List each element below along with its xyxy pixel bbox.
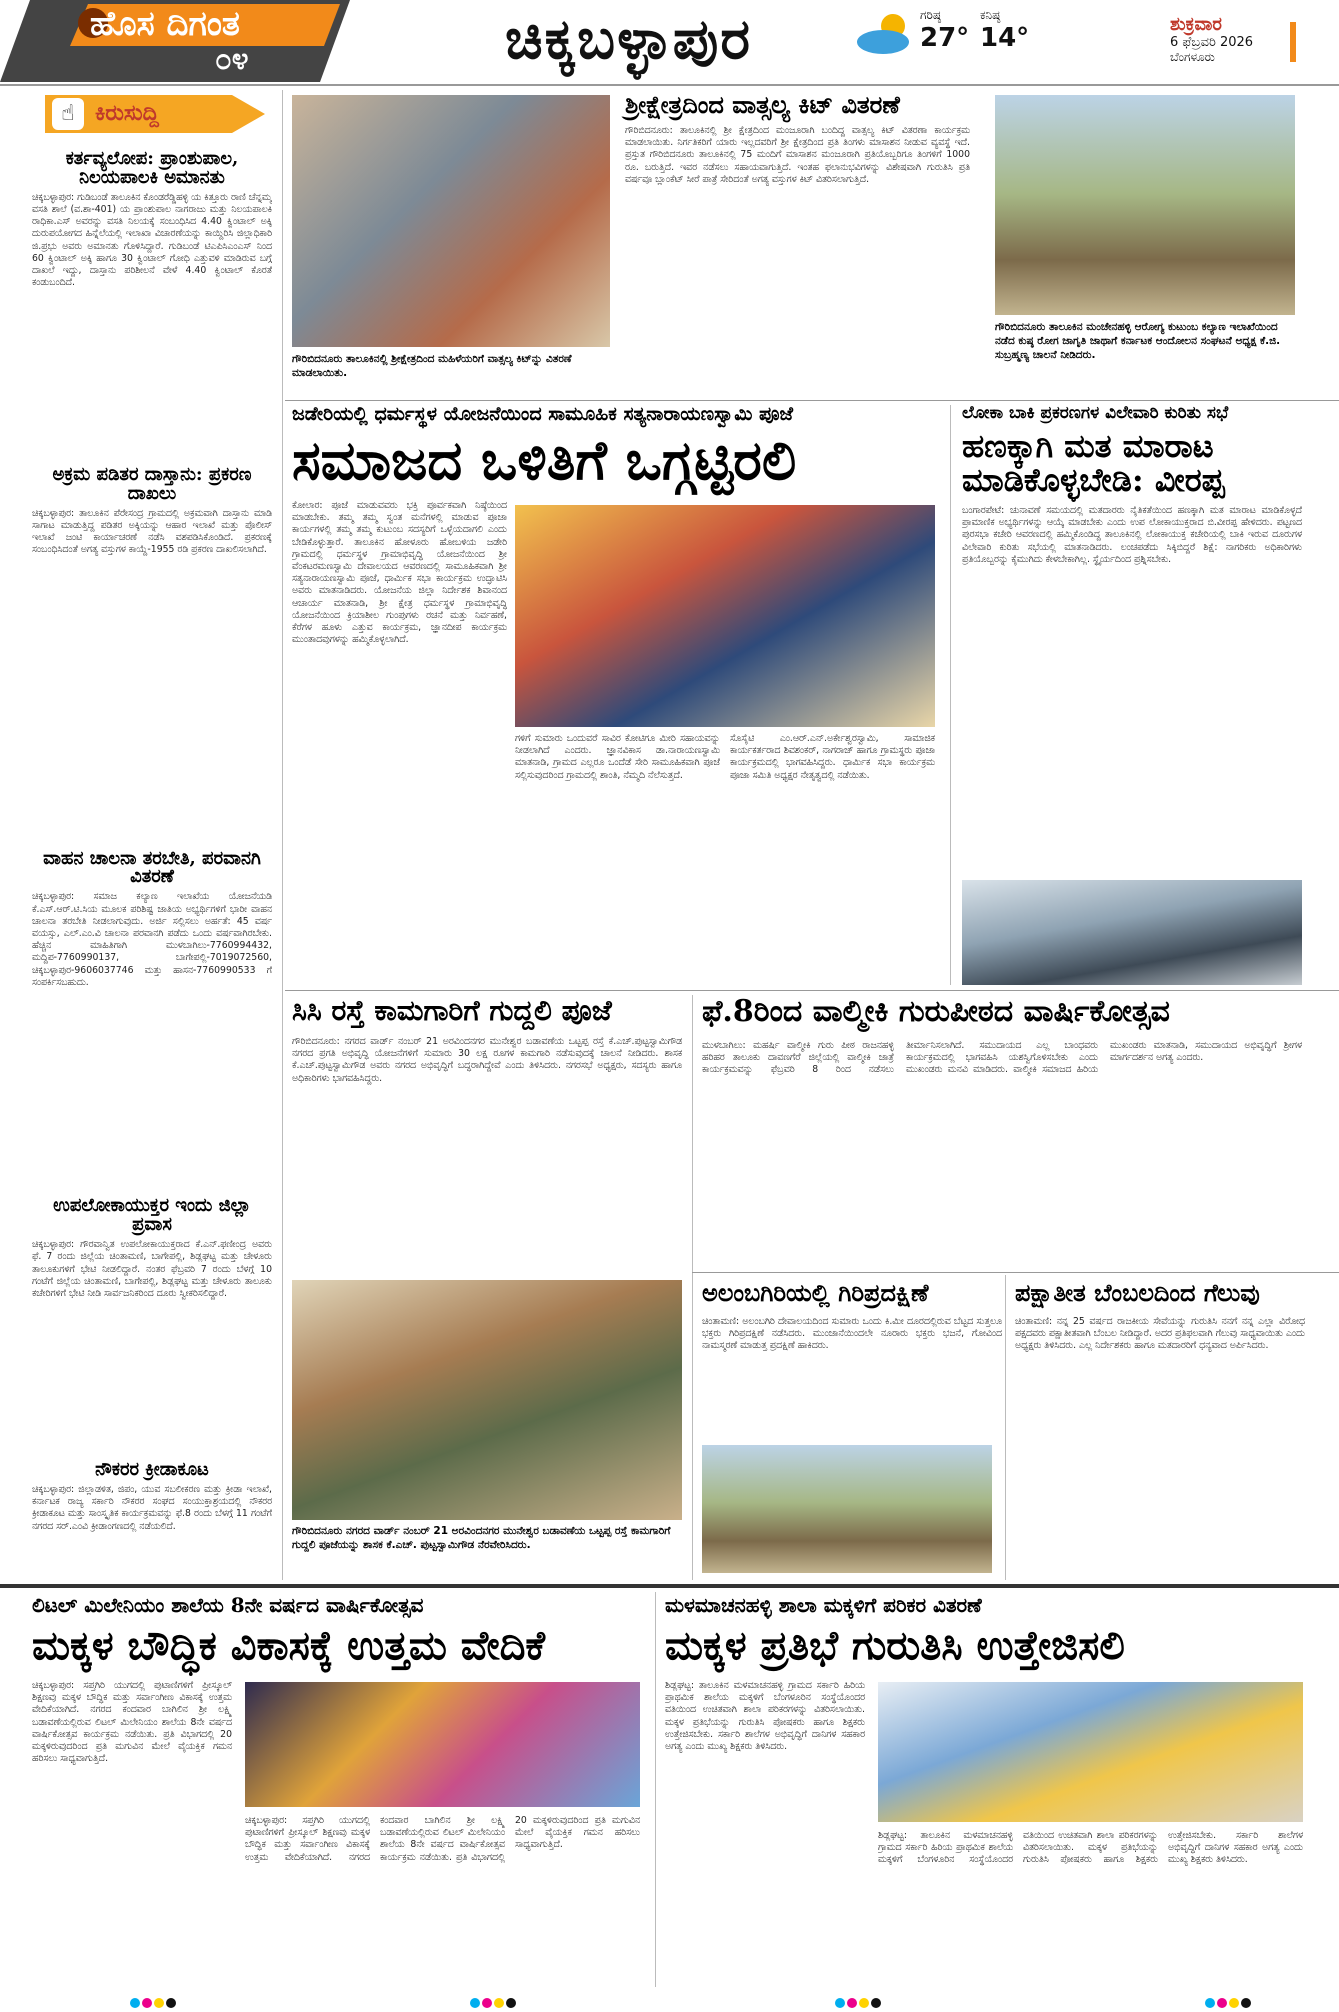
- brief-headline: ವಾಹನ ಚಾಲನಾ ತರಬೇತಿ, ಪರವಾನಗಿ ವಿತರಣೆ: [43, 847, 261, 888]
- column-divider: [950, 405, 951, 985]
- bottom-body: ಶಿಡ್ಲಘಟ್ಟ: ತಾಲೂಕಿನ ಮಳಮಾಚನಹಳ್ಳಿ ಗ್ರಾಮದ ಸರ್ಕಾರಿ ಹಿರಿಯ ಪ್ರಾಥಮಿಕ ಶಾಲೆಯ ಮಕ್ಕಳಿಗೆ ಬೆಂಗಳೂರಿನ ಸಂಸ್ಥೆಯೊಂದರ ವತಿಯಿಂದ ಉಚಿತವಾಗಿ ಶಾಲಾ ಪರಿಕರಗಳನ್ನು ವಿತರಿಸಲಾಯಿತು. ಮಕ್ಕಳ ಪ್ರತಿಭೆಯನ್ನು ಗುರುತಿಸಿ ಪೋಷಕರು ಹಾಗೂ ಶಿಕ್ಷಕರು ಉತ್ತೇಜಿಸಬೇಕು. ಸರ್ಕಾರಿ ಶಾಲೆಗಳ ಅಭಿವೃದ್ಧಿಗೆ ದಾನಿಗಳ ಸಹಕಾರ ಅಗತ್ಯ ಎಂದು ಮುಖ್ಯ ಶಿಕ್ಷಕರು ತಿಳಿಸಿದರು.: [665, 1680, 865, 1753]
- masthead: [0, 0, 1339, 82]
- section-rule: [0, 1584, 1339, 1588]
- print-registration-marks: [1205, 1993, 1253, 2012]
- column-divider: [655, 1592, 656, 1987]
- lead-kicker: ಜಡೇರಿಯಲ್ಲಿ ಧರ್ಮಸ್ಥಳ ಯೋಜನೆಯಿಂದ ಸಾಮೂಹಿಕ ಸತ್ಯನಾರಾಯಣಸ್ವಾಮಿ ಪೂಜೆ: [292, 403, 794, 425]
- lead-body-continued: ಗಳಿಗೆ ಸುಮಾರು ಒಂದುವರೆ ಸಾವಿರ ಕೋಟಿಗೂ ಮೀರಿ ಸಹಾಯವನ್ನು ನೀಡಲಾಗಿದೆ ಎಂದರು. ಜ್ಞಾನವಿಕಾಸ ಡಾ.ನಾರಾಯಣಸ್ವಾಮಿ ಮಾತನಾಡಿ, ಗ್ರಾಮದ ಎಲ್ಲರೂ ಒಂದೆಡೆ ಸೇರಿ ಸಾಮೂಹಿಕವಾಗಿ ಪೂಜೆ ಸಲ್ಲಿಸುವುದರಿಂದ ಗ್ರಾಮದಲ್ಲಿ ಶಾಂತಿ, ನೆಮ್ಮದಿ ನೆಲೆಸುತ್ತದೆ.: [515, 733, 720, 781]
- dateline: ಶುಕ್ರವಾರ 6 ಫೆಬ್ರವರಿ 2026 ಬೆಂಗಳೂರು: [1170, 14, 1254, 64]
- print-registration-marks: [130, 1993, 178, 2012]
- story-body: ಗೌರಿಬಿದನೂರು: ತಾಲೂಕಿನಲ್ಲಿ ಶ್ರೀ ಕ್ಷೇತ್ರದಿಂದ ಮಂಜೂರಾಗಿ ಬಂದಿದ್ದ ವಾತ್ಸಲ್ಯ ಕಿಟ್ ವಿತರಣಾ ಕಾರ್ಯಕ್ರಮ ಮಾಡಲಾಯಿತು. ನಿರ್ಗತಿಕರಿಗೆ ಯಾರು ಇಲ್ಲದವರಿಗೆ ಶ್ರೀ ಕ್ಷೇತ್ರದಿಂದ ಪ್ರತಿ ತಿಂಗಳು ಮಾಸಾಶನ ನೀಡುವ ವ್ಯವಸ್ಥೆ ಇದೆ. ಪ್ರಸ್ತುತ ಗೌರಿಬಿದನೂರು ತಾಲೂಕಿನಲ್ಲಿ 75 ಮಂದಿಗೆ ಮಾಸಾಶನ ಮಂಜೂರಾಗಿ ಪ್ರತಿಯೊಬ್ಬರಿಗೂ ತಿಂಗಳಿಗೆ 1000 ರೂ. ಬರುತ್ತಿದೆ. ಇವರ ನಡೆಸಲು ಸಹಾಯವಾಗುತ್ತಿದೆ. ಇಂತಹ ಫಲಾನುಭವಿಗಳನ್ನು ವಿಶೇಷವಾಗಿ ಗುರುತಿಸಿ ಪ್ರತಿ ವರ್ಷವೂ ಬ್ಲಾಂಕೆಟ್ ಸೀರೆ ಪಾತ್ರೆ ಸೇರಿದಂತೆ ಅಗತ್ಯ ವಸ್ತುಗಳ ಕಿಟ್ ವಿತರಿಸಲಾಗುತ್ತಿದೆ.: [625, 125, 970, 185]
- giri-pradakshine-photo: [702, 1445, 992, 1573]
- brief-headline: ಉಪಲೋಕಾಯುಕ್ತರ ಇಂದು ಜಿಲ್ಲಾ ಪ್ರವಾಸ: [53, 1195, 251, 1236]
- edition-city: ಚಿಕ್ಕಬಳ್ಳಾಪುರ: [505, 6, 752, 72]
- row-rule: [285, 400, 1339, 401]
- column-divider: [1005, 1275, 1006, 1580]
- weather-icon: [855, 10, 915, 56]
- column-divider: [692, 995, 693, 1580]
- brief-headline: ನೌಕರರ ಕ್ರೀಡಾಕೂಟ: [95, 1459, 209, 1481]
- temperature-min: ಕನಿಷ್ಠ 14°: [980, 8, 1030, 53]
- lokayukta-meeting-photo: [962, 880, 1302, 985]
- photo-caption: ಗೌರಿಬಿದನೂರು ನಗರದ ವಾರ್ಡ್ ನಂಬರ್ 21 ಅರವಿಂದನಗರ ಮುನೇಶ್ವರ ಬಡಾವಣೆಯ ಒಟ್ಟಪ್ಪ ರಸ್ತೆ ಕಾಮಗಾರಿಗೆ ಗುದ್ದಲಿ ಪೂಜೆಯನ್ನು ಶಾಸಕ ಕೆ.ಎಚ್. ಪುಟ್ಟಸ್ವಾಮಿಗೌಡ ನೆರವೇರಿಸಿದರು.: [292, 1525, 671, 1551]
- bottom-body-continued: ಚಿಕ್ಕಬಳ್ಳಾಪುರ: ಸಪ್ತಗಿರಿ ಯುಗದಲ್ಲಿ ಪುಟಾಣಿಗಳಿಗೆ ಪ್ರೀಸ್ಕೂಲ್ ಶಿಕ್ಷಣವು ಮಕ್ಕಳ ಬೌದ್ಧಿಕ ಮತ್ತು ಸರ್ವಾಂಗೀಣ ವಿಕಾಸಕ್ಕೆ ಉತ್ತಮ ವೇದಿಕೆಯಾಗಿದೆ. ನಗರದ ಕಂದವಾರ ಬಾಗಿಲಿನ ಶ್ರೀ ಲಕ್ಷ್ಮಿ ಬಡಾವಣೆಯಲ್ಲಿರುವ ಲಿಟಲ್ ಮಿಲೇನಿಯಂ ಶಾಲೆಯ 8ನೇ ವರ್ಷದ ವಾರ್ಷಿಕೋತ್ಸವ ಕಾರ್ಯಕ್ರಮ ನಡೆಯಿತು. ಪ್ರತಿ ವಿಭಾಗದಲ್ಲಿ 20 ಮಕ್ಕಳಿರುವುದರಿಂದ ಪ್ರತಿ ಮಗುವಿನ ಮೇಲೆ ವೈಯಕ್ತಿಕ ಗಮನ ಹರಿಸಲು ಸಾಧ್ಯವಾಗುತ್ತಿದೆ.: [245, 1815, 640, 1863]
- brief-item: [32, 150, 272, 460]
- brief-item: [32, 1461, 272, 1580]
- story-headline: ಶ್ರೀಕ್ಷೇತ್ರದಿಂದ ವಾತ್ಸಲ್ಯ ಕಿಟ್ ವಿತರಣೆ: [625, 90, 900, 119]
- story-headline: ಫೆ.8ರಿಂದ ವಾಲ್ಮೀಕಿ ಗುರುಪೀಠದ ವಾರ್ಷಿಕೋತ್ಸವ: [702, 994, 1170, 1029]
- brief-body: ಚಿಕ್ಕಬಳ್ಳಾಪುರ: ಗುಡಿಬಂಡೆ ತಾಲೂಕಿನ ಕೊಂಡರೆಡ್ಡಿಹಳ್ಳಿ ಯ ಕಿತ್ತೂರು ರಾಣಿ ಚೆನ್ನಮ್ಮ ವಸತಿ ಶಾಲೆ (ವ.ಶಾ-401) ಯ ಪ್ರಾಂಶುಪಾಲ ನಾಗರಾಜು ಮತ್ತು ನಿಲಯಪಾಲಕಿ ರಾಧಿಕಾ.ಎಸ್ ಅವರನ್ನು ವಸತಿ ನಿಲಯಕ್ಕೆ ಸಂಬಂಧಿಸಿದ 4.40 ಕ್ವಿಂಟಾಲ್ ಅಕ್ಕಿ ದುರುಪಯೋಗದ ಹಿನ್ನೆಲೆಯಲ್ಲಿ ಇಲಾಖಾ ವಿಚಾರಣೆಯನ್ನು ಕಾಯ್ದಿರಿಸಿ ಜಿಲ್ಲಾಧಿಕಾರಿ ಜಿ.ಪ್ರಭು ಅವರು ಅಮಾನತು ಗೊಳಿಸಿದ್ದಾರೆ. ಗುಡಿಬಂಡೆ ಟಿಎಪಿಸಿಎಂಎಸ್ ನಿಂದ 60 ಕ್ವಿಂಟಾಲ್ ಅಕ್ಕಿ ಹಾಗೂ 30 ಕ್ವಿಂಟಾಲ್ ಗೋಧಿ ಎತ್ತುವಳಿ ಮಾಡಿರುವ ಬಗ್ಗೆ ದಾಖಲೆ ಇದ್ದು, ದಾಸ್ತಾನು ಪರಿಶೀಲನೆ ವೇಳೆ 4.40 ಕ್ವಿಂಟಾಲ್ ಕೊರತೆ ಕಂಡುಬಂದಿದೆ.: [32, 191, 272, 289]
- bottom-headline: ಮಕ್ಕಳ ಪ್ರತಿಭೆ ಗುರುತಿಸಿ ಉತ್ತೇಜಿಸಲಿ: [665, 1622, 1125, 1669]
- bottom-body-continued: ಶಿಡ್ಲಘಟ್ಟ: ತಾಲೂಕಿನ ಮಳಮಾಚನಹಳ್ಳಿ ಗ್ರಾಮದ ಸರ್ಕಾರಿ ಹಿರಿಯ ಪ್ರಾಥಮಿಕ ಶಾಲೆಯ ಮಕ್ಕಳಿಗೆ ಬೆಂಗಳೂರಿನ ಸಂಸ್ಥೆಯೊಂದರ ವತಿಯಿಂದ ಉಚಿತವಾಗಿ ಶಾಲಾ ಪರಿಕರಗಳನ್ನು ವಿತರಿಸಲಾಯಿತು. ಮಕ್ಕಳ ಪ್ರತಿಭೆಯನ್ನು ಗುರುತಿಸಿ ಪೋಷಕರು ಹಾಗೂ ಶಿಕ್ಷಕರು ಉತ್ತೇಜಿಸಬೇಕು. ಸರ್ಕಾರಿ ಶಾಲೆಗಳ ಅಭಿವೃದ್ಧಿಗೆ ದಾನಿಗಳ ಸಹಕಾರ ಅಗತ್ಯ ಎಂದು ಮುಖ್ಯ ಶಿಕ್ಷಕರು ತಿಳಿಸಿದರು.: [878, 1830, 1303, 1866]
- brief-headline: ಅಕ್ರಮ ಪಡಿತರ ದಾಸ್ತಾನು: ಪ್ರಕರಣ ದಾಖಲು: [52, 463, 252, 504]
- row-rule: [692, 1272, 1339, 1273]
- story-body: ಚಿಂತಾಮಣಿ: ನನ್ನ 25 ವರ್ಷದ ರಾಜಕೀಯ ಸೇವೆಯನ್ನು ಗುರುತಿಸಿ ನನಗೆ ನನ್ನ ಎಲ್ಲಾ ವಿರೋಧ ಪಕ್ಷದವರು ಪಕ್ಷಾತೀತವಾಗಿ ಬೆಂಬಲ ನೀಡಿದ್ದಾರೆ. ಅದರ ಪ್ರತಿಫಲವಾಗಿ ಗೆಲುವು ಸಾಧ್ಯವಾಯಿತು ಎಂದು ಅಧ್ಯಕ್ಷರು ತಿಳಿಸಿದರು. ಎಲ್ಲ ನಿರ್ದೇಶಕರು ಹಾಗೂ ಮತದಾರರಿಗೆ ಧನ್ಯವಾದ ಅರ್ಪಿಸಿದರು.: [1015, 1316, 1305, 1352]
- brief-body: ಚಿಕ್ಕಬಳ್ಳಾಪುರ: ಜಿಲ್ಲಾಡಳಿತ, ಜಿಪಂ, ಯುವ ಸಬಲೀಕರಣ ಮತ್ತು ಕ್ರೀಡಾ ಇಲಾಖೆ, ಕರ್ನಾಟಕ ರಾಜ್ಯ ಸರ್ಕಾರಿ ನೌಕರರ ಸಂಘದ ಸಂಯುಕ್ತಾಶ್ರಯದಲ್ಲಿ ನೌಕರರ ಕ್ರೀಡಾಕೂಟ ಮತ್ತು ಸಾಂಸ್ಕೃತಿಕ ಕಾರ್ಯಕ್ರಮವನ್ನು ಫೆ.8 ರಂದು ಬೆಳಗ್ಗೆ 11 ಗಂಟೆಗೆ ನಗರದ ಸರ್.ಎಂವಿ ಕ್ರೀಡಾಂಗಣದಲ್ಲಿ ನಡೆಯಲಿದೆ.: [32, 1484, 272, 1532]
- story-body: ಮುಳಬಾಗಿಲು: ಮಹರ್ಷಿ ವಾಲ್ಮೀಕಿ ಗುರು ಪೀಠ ರಾಜನಹಳ್ಳಿ ಹರಿಹರ ತಾಲೂಕು ದಾವಣಗೆರೆ ಜಿಲ್ಲೆಯಲ್ಲಿ ವಾಲ್ಮೀಕಿ ಜಾತ್ರೆ ಕಾರ್ಯಕ್ರಮವನ್ನು ಫೆಬ್ರವರಿ 8 ರಿಂದ ನಡೆಸಲು ತೀರ್ಮಾನಿಸಲಾಗಿದೆ. ಸಮುದಾಯದ ಎಲ್ಲ ಬಾಂಧವರು ಕಾರ್ಯಕ್ರಮದಲ್ಲಿ ಭಾಗವಹಿಸಿ ಯಶಸ್ವಿಗೊಳಿಸಬೇಕು ಎಂದು ಮುಖಂಡರು ಮನವಿ ಮಾಡಿದರು. ವಾಲ್ಮೀಕಿ ಸಮಾಜದ ಹಿರಿಯ ಮುಖಂಡರು ಮಾತನಾಡಿ, ಸಮುದಾಯದ ಅಭಿವೃದ್ಧಿಗೆ ಶ್ರೀಗಳ ಮಾರ್ಗದರ್ಶನ ಅಗತ್ಯ ಎಂದರು.: [702, 1040, 1302, 1076]
- hand-icon: ☝: [52, 98, 84, 130]
- story-headline: ಅಲಂಬಗಿರಿಯಲ್ಲಿ ಗಿರಿಪ್ರದಕ್ಷಿಣೆ: [702, 1278, 929, 1307]
- bottom-body: ಚಿಕ್ಕಬಳ್ಳಾಪುರ: ಸಪ್ತಗಿರಿ ಯುಗದಲ್ಲಿ ಪುಟಾಣಿಗಳಿಗೆ ಪ್ರೀಸ್ಕೂಲ್ ಶಿಕ್ಷಣವು ಮಕ್ಕಳ ಬೌದ್ಧಿಕ ಮತ್ತು ಸರ್ವಾಂಗೀಣ ವಿಕಾಸಕ್ಕೆ ಉತ್ತಮ ವೇದಿಕೆಯಾಗಿದೆ. ನಗರದ ಕಂದವಾರ ಬಾಗಿಲಿನ ಶ್ರೀ ಲಕ್ಷ್ಮಿ ಬಡಾವಣೆಯಲ್ಲಿರುವ ಲಿಟಲ್ ಮಿಲೇನಿಯಂ ಶಾಲೆಯ 8ನೇ ವರ್ಷದ ವಾರ್ಷಿಕೋತ್ಸವ ಕಾರ್ಯಕ್ರಮ ನಡೆಯಿತು. ಪ್ರತಿ ವಿಭಾಗದಲ್ಲಿ 20 ಮಕ್ಕಳಿರುವುದರಿಂದ ಪ್ರತಿ ಮಗುವಿನ ಮೇಲೆ ವೈಯಕ್ತಿಕ ಗಮನ ಹರಿಸಲು ಸಾಧ್ಯವಾಗುತ್ತಿದೆ.: [32, 1680, 232, 1765]
- story-body: ಗೌರಿಬಿದನೂರು: ನಗರದ ವಾರ್ಡ್ ನಂಬರ್ 21 ಅರವಿಂದನಗರ ಮುನೇಶ್ವರ ಬಡಾವಣೆಯ ಒಟ್ಟಪ್ಪ ರಸ್ತೆ ಕೆ.ಎಚ್.ಪುಟ್ಟಸ್ವಾಮಿಗೌಡ ನಗರದ ಪ್ರಗತಿ ಅಭಿವೃದ್ಧಿ ಯೋಜನೆಗಳಿಗೆ ಸುಮಾರು 30 ಲಕ್ಷ ರೂಗಳ ಕಾಮಗಾರಿ ನಡೆಸುವುದಕ್ಕೆ ಚಾಲನೆ ನೀಡಿದರು. ಶಾಸಕ ಕೆ.ಎಚ್.ಪುಟ್ಟಸ್ವಾಮಿಗೌಡ ಅವರು ನಗರದ ಅಭಿವೃದ್ಧಿಗೆ ಬದ್ಧರಾಗಿದ್ದೇವೆ ಎಂದು ತಿಳಿಸಿದರು. ನಗರಸಭೆ ಅಧ್ಯಕ್ಷರು, ಸದಸ್ಯರು ಹಾಗೂ ಅಧಿಕಾರಿಗಳು ಭಾಗವಹಿಸಿದ್ದರು.: [292, 1036, 682, 1084]
- kit-distribution-photo: [292, 95, 610, 347]
- lead-headline: ಸಮಾಜದ ಒಳಿತಿಗೆ ಒಗ್ಗಟ್ಟಿರಲಿ: [292, 428, 797, 492]
- awareness-rally-photo: [995, 95, 1295, 315]
- brief-list: [32, 150, 272, 1580]
- school-anniversary-photo: [245, 1682, 640, 1807]
- temperature-max: ಗರಿಷ್ಠ 27°: [920, 8, 970, 53]
- side-headline: ಹಣಕ್ಕಾಗಿ ಮತ ಮಾರಾಟ ಮಾಡಿಕೊಳ್ಳಬೇಡಿ: ವೀರಪ್ಪ: [962, 427, 1225, 499]
- story-body: ಚಿಂತಾಮಣಿ: ಅಲಂಬಗಿರಿ ದೇವಾಲಯದಿಂದ ಸುಮಾರು ಒಂದು ಕಿ.ಮೀ ದೂರದಲ್ಲಿರುವ ಬೆಟ್ಟದ ಸುತ್ತಲೂ ಭಕ್ತರು ಗಿರಿಪ್ರದಕ್ಷಿಣೆ ನಡೆಸಿದರು. ಮುಂಜಾನೆಯಿಂದಲೇ ನೂರಾರು ಭಕ್ತರು ಭಜನೆ, ಗೋವಿಂದ ನಾಮಸ್ಮರಣೆ ಮಾಡುತ್ತ ಪ್ರದಕ್ಷಿಣೆ ಹಾಕಿದರು.: [702, 1316, 1002, 1352]
- brief-headline: ಕರ್ತವ್ಯಲೋಪ: ಪ್ರಾಂಶುಪಾಲ, ನಿಲಯಪಾಲಕಿ ಅಮಾನತು: [65, 148, 239, 188]
- paper-logo: ಹೊಸ ದಿಗಂತ: [90, 4, 240, 44]
- bottom-headline: ಮಕ್ಕಳ ಬೌದ್ಧಿಕ ವಿಕಾಸಕ್ಕೆ ಉತ್ತಮ ವೇದಿಕೆ: [32, 1622, 546, 1669]
- kiru-suddi-title: ಕಿರುಸುದ್ದಿ: [95, 100, 159, 126]
- photo-caption: ಗೌರಿಬಿದನೂರು ತಾಲೂಕಿನ ಮಂಚೇನಹಳ್ಳಿ ಆರೋಗ್ಯ ಕುಟುಂಬ ಕಲ್ಯಾಣ ಇಲಾಖೆಯಿಂದ ನಡೆದ ಕುಷ್ಠ ರೋಗ ಜಾಗೃತಿ ಜಾಥಾಗೆ ಕರ್ನಾಟಕ ಆಂದೋಲನ ಸಂಘಟನೆ ಅಧ್ಯಕ್ಷ ಕೆ.ಜಿ. ಸುಬ್ರಹ್ಮಣ್ಯ ಚಾಲನೆ ನೀಡಿದರು.: [995, 321, 1281, 361]
- page-number: ೦೪: [215, 42, 249, 77]
- bottom-kicker: ಮಳಮಾಚನಹಳ್ಳಿ ಶಾಲಾ ಮಕ್ಕಳಿಗೆ ಪರಿಕರ ವಿತರಣೆ: [665, 1593, 982, 1617]
- photo-caption: ಗೌರಿಬಿದನೂರು ತಾಲೂಕಿನಲ್ಲಿ ಶ್ರೀಕ್ಷೇತ್ರದಿಂದ ಮಹಿಳೆಯರಿಗೆ ವಾತ್ಸಲ್ಯ ಕಿಟ್‌ನ್ನು ವಿತರಣೆ ಮಾಡಲಾಯಿತು.: [292, 353, 572, 379]
- bottom-kicker: ಲಿಟಲ್ ಮಿಲೇನಿಯಂ ಶಾಲೆಯ 8ನೇ ವರ್ಷದ ವಾರ್ಷಿಕೋತ್ಸವ: [32, 1593, 424, 1617]
- brief-item: [32, 847, 272, 1192]
- story-headline: ಸಿಸಿ ರಸ್ತೆ ಕಾಮಗಾರಿಗೆ ಗುದ್ದಲಿ ಪೂಜೆ: [292, 994, 612, 1027]
- brief-item: [32, 1197, 272, 1455]
- side-kicker: ಲೋಕಾ ಬಾಕಿ ಪ್ರಕರಣಗಳ ವಿಲೇವಾರಿ ಕುರಿತು ಸಭೆ: [962, 403, 1229, 423]
- brief-body: ಚಿಕ್ಕಬಳ್ಳಾಪುರ: ಸಮಾಜ ಕಲ್ಯಾಣ ಇಲಾಖೆಯ ಯೋಜನೆಯಡಿ ಕೆ.ಎಸ್.ಆರ್.ಟಿ.ಸಿಯ ಮೂಲಕ ಪರಿಶಿಷ್ಟ ಜಾತಿಯ ಅಭ್ಯರ್ಥಿಗಳಿಗೆ ಭಾರೀ ವಾಹನ ಚಾಲನಾ ತರಬೇತಿ ನೀಡಲಾಗುವುದು. ಅರ್ಜಿ ಸಲ್ಲಿಸಲು ಅರ್ಹತೆ: 45 ವರ್ಷ ವಯಸ್ಸು, ಎಲ್.ಎಂ.ವಿ ಚಾಲನಾ ಪರವಾನಗಿ ಪಡೆದು ಒಂದು ವರ್ಷವಾಗಿರಬೇಕು. ಹೆಚ್ಚಿನ ಮಾಹಿತಿಗಾಗಿ ಮುಳಬಾಗಿಲು-7760994432, ಮದ್ದಿಪ-7760990137, ಬಾಗೇಪಲ್ಲಿ-7019072560, ಚಿಕ್ಕಬಳ್ಳಾಪುರ-9606037746 ಮತ್ತು ಹಾಸನ-7760990533 ಗೆ ಸಂಪರ್ಕಿಸಬಹುದು.: [32, 891, 272, 988]
- header-rule: [0, 84, 1339, 86]
- accent-bar: [1290, 22, 1296, 62]
- lead-body: ಕೋಲಾರ: ಪೂಜೆ ಮಾಡುವವರು ಭಕ್ತಿ ಪೂರ್ವಕವಾಗಿ ನಿಷ್ಠೆಯಿಂದ ಮಾಡಬೇಕು. ತಮ್ಮ ತಮ್ಮ ಸ್ವಂತ ಮನೆಗಳಲ್ಲಿ ಮಾಡುವ ಪೂಜಾ ಕಾರ್ಯಗಳಲ್ಲಿ ತಮ್ಮ ತಮ್ಮ ಕುಟುಂಬ ಸದಸ್ಯರಿಗೆ ಒಳ್ಳೆಯದಾಗಲಿ ಎಂದು ಬೇಡಿಕೊಳ್ಳುತ್ತಾರೆ. ತಾಲೂಕಿನ ಹೋಳೂರು ಹೋಬಳಿಯ ಜಡೇರಿ ಗ್ರಾಮದಲ್ಲಿ ಧರ್ಮಸ್ಥಳ ಗ್ರಾಮಾಭಿವೃದ್ಧಿ ಯೋಜನೆಯಿಂದ ಶ್ರೀ ವೆಂಕಟರಮಣಸ್ವಾಮಿ ದೇವಾಲಯದ ಆವರಣದಲ್ಲಿ ಸಾಮೂಹಿಕವಾಗಿ ಶ್ರೀ ಸತ್ಯನಾರಾಯಣಸ್ವಾಮಿ ಪೂಜೆ, ಧಾರ್ಮಿಕ ಸಭಾ ಕಾರ್ಯಕ್ರಮ ಉದ್ಘಾಟಿಸಿ ಅವರು ಮಾತನಾಡಿದರು. ಯೋಜನೆಯ ಜಿಲ್ಲಾ ನಿರ್ದೇಶಕ ಶಿವಾನಂದ ಆಚಾರ್ಯ ಮಾತನಾಡಿ, ಶ್ರೀ ಕ್ಷೇತ್ರ ಧರ್ಮಸ್ಥಳ ಗ್ರಾಮಾಭಿವೃದ್ಧಿ ಯೋಜನೆಯಿಂದ ಕ್ರಿಯಾಶೀಲ ಗುಂಪುಗಳು ರಚನೆ ಮತ್ತು ನಿರ್ವಹಣೆ, ಕೆರೆಗಳ ಹೂಳು ಎತ್ತುವ ಕಾರ್ಯಕ್ರಮ, ಜ್ಞಾನದೀಪ ಕಾರ್ಯಕ್ರಮ ಮುಂತಾದವುಗಳನ್ನು ಹಮ್ಮಿಕೊಳ್ಳಲಾಗಿದೆ.: [292, 500, 507, 646]
- brief-body: ಚಿಕ್ಕಬಳ್ಳಾಪುರ: ತಾಲೂಕಿನ ಪೆರೇಸಂದ್ರ ಗ್ರಾಮದಲ್ಲಿ ಅಕ್ರಮವಾಗಿ ದಾಸ್ತಾನು ಮಾಡಿ ಸಾಗಾಟ ಮಾಡುತ್ತಿದ್ದ ಪಡಿತರ ಅಕ್ಕಿಯನ್ನು ಆಹಾರ ಇಲಾಖೆ ಮತ್ತು ಪೊಲೀಸ್ ಇಲಾಖೆ ಜಂಟಿ ಕಾರ್ಯಾಚರಣೆ ನಡೆಸಿ ವಶಪಡಿಸಿಕೊಂಡಿದೆ. ಪ್ರಕರಣಕ್ಕೆ ಸಂಬಂಧಿಸಿದಂತೆ ಅಗತ್ಯ ವಸ್ತುಗಳ ಕಾಯ್ದೆ-1955 ರಡಿ ಪ್ರಕರಣ ದಾಖಲಿಸಲಾಗಿದೆ.: [32, 507, 272, 556]
- brief-item: [32, 463, 272, 844]
- road-work-photo: [292, 1280, 682, 1520]
- print-registration-marks: [835, 1993, 883, 2012]
- side-body: ಬಂಗಾರಪೇಟೆ: ಚುನಾವಣೆ ಸಮಯದಲ್ಲಿ ಮತದಾರರು ನೈತಿಕತೆಯಿಂದ ಹಣಕ್ಕಾಗಿ ಮತ ಮಾರಾಟ ಮಾಡಿಕೊಳ್ಳದೆ ಪ್ರಾಮಾಣಿಕ ಅಭ್ಯರ್ಥಿಗಳನ್ನು ಆಯ್ಕೆ ಮಾಡಬೇಕು ಎಂದು ಉಪ ಲೋಕಾಯುಕ್ತರಾದ ಬಿ.ವೀರಪ್ಪ ಹೇಳಿದರು. ಪಟ್ಟಣದ ಪುರಸಭಾ ಕಚೇರಿ ಆವರಣದಲ್ಲಿ ಹಮ್ಮಿಕೊಂಡಿದ್ದ ತಾಲೂಕಿನಲ್ಲಿ ಲೋಕಾಯುಕ್ತ ಕಚೇರಿಯಲ್ಲಿ ಬಾಕಿ ಇರುವ ದೂರುಗಳ ವಿಲೇವಾರಿ ಕುರಿತು ಸಭೆಯಲ್ಲಿ ಮಾತನಾಡಿದರು. ಲಂಚಪಡೆದು ಸಿಕ್ಕಿಬಿದ್ದರೆ ಶಿಕ್ಷೆ: ನಾಗರಿಕರು ಅಧಿಕಾರಿಗಳು ಪ್ರತಿಯೊಬ್ಬರನ್ನು ಕೈಮುಗಿದು ಕೇಳಬೇಕಾಗಿಲ್ಲ. ಸ್ಥೈರ್ಯದಿಂದ ಪ್ರಶ್ನಿಸಬೇಕು.: [962, 505, 1302, 565]
- brief-body: ಚಿಕ್ಕಬಳ್ಳಾಪುರ: ಗೌರವಾನ್ವಿತ ಉಪಲೋಕಾಯುಕ್ತರಾದ ಕೆ.ಎನ್.ಫಣೀಂದ್ರ ಅವರು ಫೆ. 7 ರಂದು ಜಿಲ್ಲೆಯ ಚಿಂತಾಮಣಿ, ಬಾಗೇಪಲ್ಲಿ, ಶಿಡ್ಲಘಟ್ಟ ಮತ್ತು ಚೇಳೂರು ತಾಲೂಕುಗಳಿಗೆ ಭೇಟಿ ನೀಡಲಿದ್ದಾರೆ. ನಂತರ ಫೆಬ್ರವರಿ 7 ರಂದು ಬೆಳಗ್ಗೆ 10 ಗಂಟೆಗೆ ಜಿಲ್ಲೆಯ ಚಿಂತಾಮಣಿ, ಬಾಗೇಪಲ್ಲಿ, ಶಿಡ್ಲಘಟ್ಟ ಮತ್ತು ಚೇಳೂರು ತಾಲೂಕು ಕಚೇರಿಗಳಿಗೆ ಭೇಟಿ ನೀಡಿ ಸಾರ್ವಜನಿಕರಿಂದ ದೂರು ಸ್ವೀಕರಿಸಲಿದ್ದಾರೆ.: [32, 1239, 272, 1299]
- children-kits-photo: [878, 1682, 1303, 1822]
- print-registration-marks: [470, 1993, 518, 2012]
- lead-body-continued: ಸೊಸೈಟಿ ಎಂ.ಆರ್.ಎನ್.ಅರ್ಕೇಶ್ವರಸ್ವಾಮಿ, ಸಾಮಾಜಿಕ ಕಾರ್ಯಕರ್ತರಾದ ಶಿವಶಂಕರ್, ನಾಗರಾಜ್ ಹಾಗೂ ಗ್ರಾಮಸ್ಥರು ಪೂಜಾ ಕಾರ್ಯಕ್ರಮದಲ್ಲಿ ಭಾಗವಹಿಸಿದ್ದರು. ಧಾರ್ಮಿಕ ಸಭಾ ಕಾರ್ಯಕ್ರಮ ಪೂಜಾ ಸಮಿತಿ ಅಧ್ಯಕ್ಷರ ನೇತೃತ್ವದಲ್ಲಿ ನಡೆಯಿತು.: [730, 733, 935, 781]
- story-headline: ಪಕ್ಷಾತೀತ ಬೆಂಬಲದಿಂದ ಗೆಲುವು: [1015, 1278, 1260, 1307]
- column-divider: [282, 90, 283, 1580]
- puja-event-photo: [515, 505, 935, 727]
- row-rule: [285, 990, 1339, 991]
